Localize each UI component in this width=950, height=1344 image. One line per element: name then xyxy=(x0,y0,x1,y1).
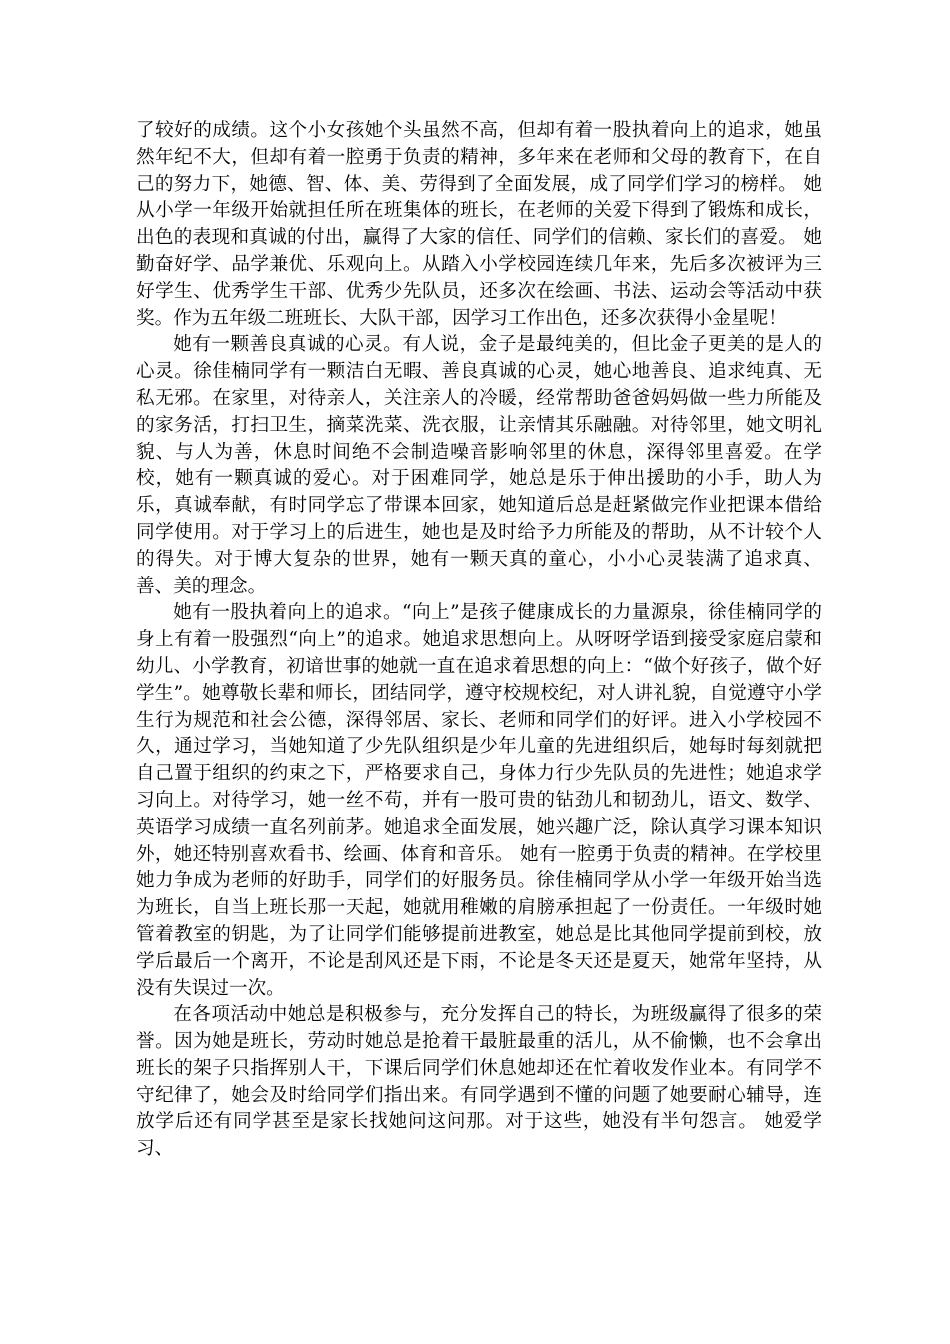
paragraph-4: 在各项活动中她总是积极参与，充分发挥自己的特长，为班级赢得了很多的荣誉。因为她是班长，劳动时她总是抢着干最脏最重的活儿，从不偷懒，也不会拿出班长的架子只指挥别人干，下课后同学们休息她却还在忙着收发作业本。有同学不守纪律了，她会及时给同学们指出来。有同学遇到不懂的问题了她要耐心辅导，连放学后还有同学甚至是家长找她问这问那。对于这些，她没有半句怨言。 她爱学习、 xyxy=(136,1004,822,1160)
paragraph-1: 了较好的成绩。这个小女孩她个头虽然不高，但却有着一股执着向上的追求，她虽然年纪不大，但却有着一腔勇于负责的精神，多年来在老师和父母的教育下，在自己的努力下，她德、智、体、美、劳得到了全面发展，成了同学们学习的榜样。 她从小学一年级开始就担任所在班集体的班长，在老师的关爱下得到了锻炼和成长，出色的表现和真诚的付出，赢得了大家的信任、同学们的信赖、家长们的喜爱。 她勤奋好学、品学兼优、乐观向上。从踏入小学校园连续几年来，先后多次被评为三好学生、优秀学生干部、优秀少先队员，还多次在绘画、书法、运动会等活动中获奖。作为五年级二班班长、大队干部，因学习工作出色，还多次获得小金星呢！ xyxy=(136,120,822,329)
paragraph-3: 她有一股执着向上的追求。“向上”是孩子健康成长的力量源泉，徐佳楠同学的身上有着一股强烈“向上”的追求。她追求思想向上。从呀呀学语到接受家庭启蒙和幼儿、小学教育，初谙世事的她就一直在追求着思想的向上：“做个好孩子，做个好学生”。她尊敬长辈和师长，团结同学，遵守校规校纪，对人讲礼貌，自觉遵守小学生行为规范和社会公德，深得邻居、家长、老师和同学们的好评。进入小学校园不久，通过学习，当她知道了少先队组织是少年儿童的先进组织后，她每时每刻就把自己置于组织的约束之下，严格要求自己，身体力行少先队员的先进性；她追求学习向上。对待学习，她一丝不苟，并有一股可贵的钻劲儿和韧劲儿，语文、数学、英语学习成绩一直名列前茅。她追求全面发展，她兴趣广泛，除认真学习课本知识外，她还特别喜欢看书、绘画、体育和音乐。 她有一腔勇于负责的精神。在学校里她力争成为老师的好助手，同学们的好服务员。徐佳楠同学从小学一年级开始当选为班长，自当上班长那一天起，她就用稚嫩的肩膀承担起了一份责任。一年级时她管着教室的钥匙，为了让同学们能够提前进教室，她总是比其他同学提前到校，放学后最后一个离开，不论是刮风还是下雨，不论是冬天还是夏天，她常年坚持，从没有失误过一次。 xyxy=(136,602,822,999)
paragraph-2: 她有一颗善良真诚的心灵。有人说，金子是最纯美的，但比金子更美的是人的心灵。徐佳楠同学有一颗洁白无暇、善良真诚的心灵，她心地善良、追求纯真、无私无邪。在家里，对待亲人，关注亲人的冷暖，经常帮助爸爸妈妈做一些力所能及的家务活，打扫卫生，摘菜洗菜、洗衣服，让亲情其乐融融。对待邻里，她文明礼貌、与人为善，休息时间绝不会制造噪音影响邻里的休息，深得邻里喜爱。在学校，她有一颗真诚的爱心。对于困难同学，她总是乐于伸出援助的小手，助人为乐，真诚奉献，有时同学忘了带课本回家，她知道后总是赶紧做完作业把课本借给同学使用。对于学习上的后进生，她也是及时给予力所能及的帮助，从不计较个人的得失。对于博大复杂的世界，她有一颗天真的童心，小小心灵装满了追求真、善、美的理念。 xyxy=(136,334,822,597)
document-page xyxy=(136,118,822,1163)
